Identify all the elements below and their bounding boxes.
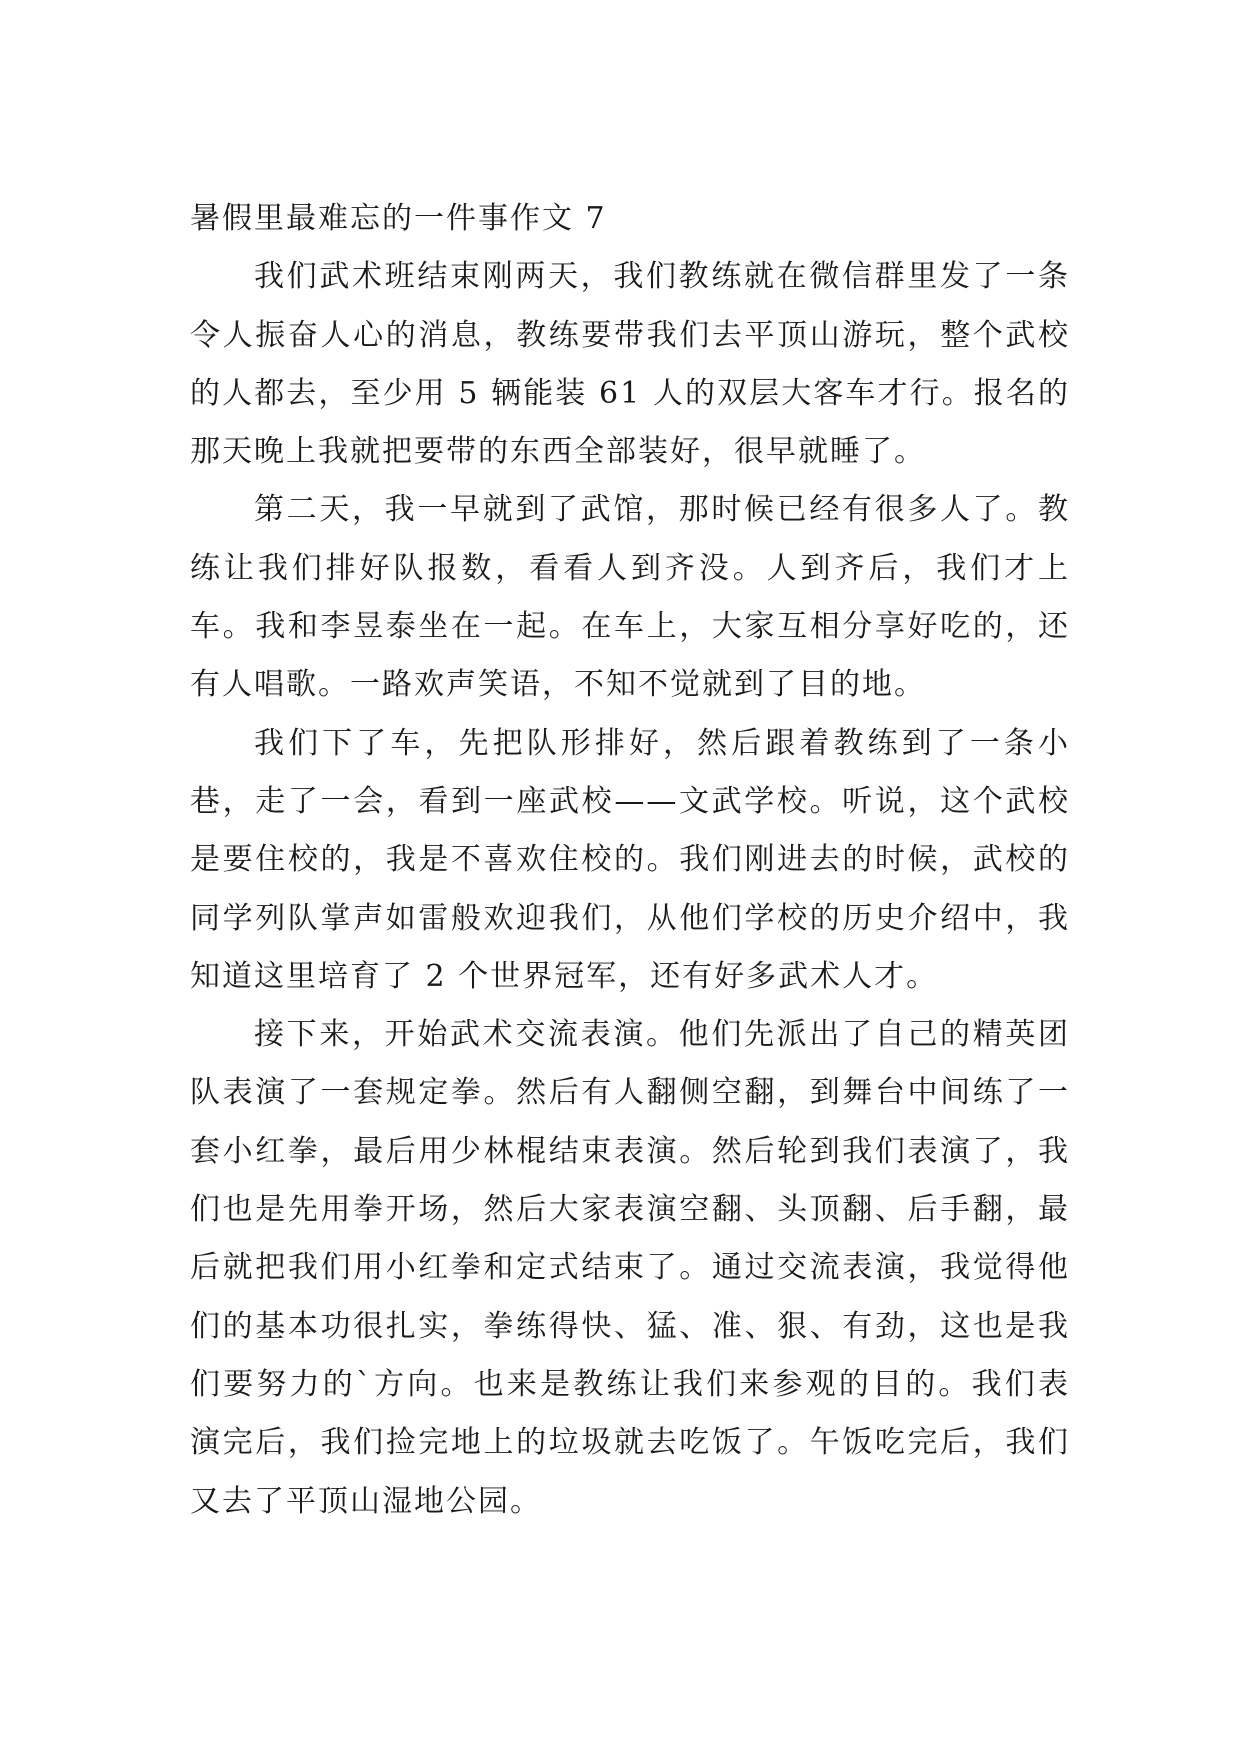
paragraph-1: 我们武术班结束刚两天，我们教练就在微信群里发了一条令人振奋人心的消息，教练要带我们去平顶山游玩，整个武校的人都去，至少用 5 辆能装 61 人的双层大客车才行。报名的那天晚上我就把要带的东西全部装好，很早就睡了。	[190, 259, 1070, 470]
document-title: 暑假里最难忘的一件事作文 7	[190, 201, 607, 236]
document-body	[190, 190, 1070, 1531]
paragraph-4: 接下来，开始武术交流表演。他们先派出了自己的精英团队表演了一套规定拳。然后有人翻侧空翻，到舞台中间练了一套小红拳，最后用少林棍结束表演。然后轮到我们表演了，我们也是先用拳开场，然后大家表演空翻、头顶翻、后手翻，最后就把我们用小红拳和定式结束了。通过交流表演，我觉得他们的基本功很扎实，拳练得快、猛、准、狠、有劲，这也是我们要努力的`方向。也来是教练让我们来参观的目的。我们表演完后，我们捡完地上的垃圾就去吃饭了。午饭吃完后，我们又去了平顶山湿地公园。	[190, 1017, 1070, 1519]
paragraph-3: 我们下了车，先把队形排好，然后跟着教练到了一条小巷，走了一会，看到一座武校——文武学校。听说，这个武校是要住校的，我是不喜欢住校的。我们刚进去的时候，武校的同学列队掌声如雷般欢迎我们，从他们学校的历史介绍中，我知道这里培育了 2 个世界冠军，还有好多武术人才。	[190, 725, 1070, 994]
paragraph-2: 第二天，我一早就到了武馆，那时候已经有很多人了。教练让我们排好队报数，看看人到齐没。人到齐后，我们才上车。我和李昱泰坐在一起。在车上，大家互相分享好吃的，还有人唱歌。一路欢声笑语，不知不觉就到了目的地。	[190, 492, 1070, 703]
